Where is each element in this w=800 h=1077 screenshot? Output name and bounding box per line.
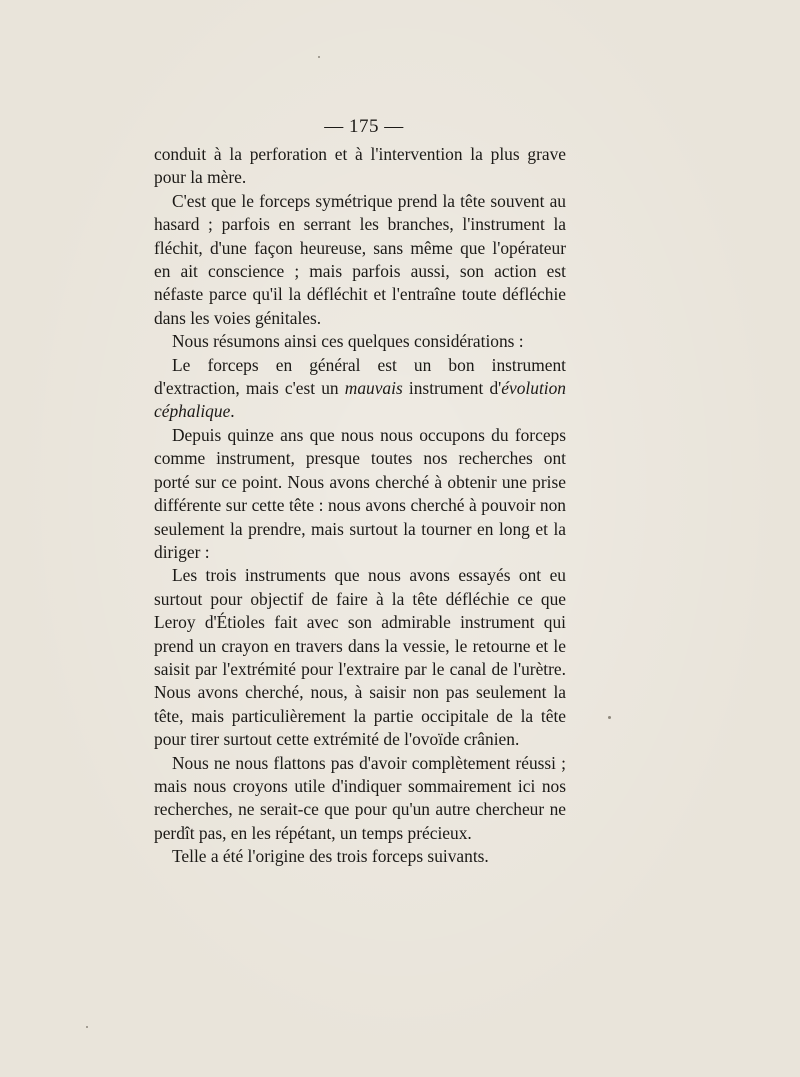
paragraph-2: C'est que le forceps symétrique prend la tête souvent au hasard ; parfois en serrant les branches, l'instrument la fléchit, d'une façon heureuse, sans même que l'opérateur en ait conscience ; mais parfois aussi, son action est néfaste parce qu'il la défléchit et l'entraîne toute défléchie dans les voies génitales. — [154, 190, 566, 328]
paragraph-8: Telle a été l'origine des trois forceps suivants. — [172, 846, 489, 867]
paragraph-1: conduit à la perforation et à l'intervention la plus grave pour la mère. — [154, 144, 566, 188]
paragraph-4-text-c: . — [230, 401, 235, 422]
paper-speck — [318, 56, 320, 58]
paper-speck — [608, 716, 611, 719]
paragraph-7: Nous ne nous flattons pas d'avoir complètement réussi ; mais nous croyons utile d'indiquer sommairement ici nos recherches, ne serait-ce que pour qu'un autre chercheur ne perdît pas, en les répétant, un temps précieux. — [154, 752, 566, 843]
paragraph-4-italic-b: évolution céphalique — [154, 378, 566, 422]
paragraph-4 — [154, 354, 566, 424]
page-number: — 175 — — [324, 116, 404, 137]
paragraph-4-text-a: Le forceps en général est un bon instrument d'extraction, mais c'est un — [154, 354, 566, 399]
paragraph-6: Les trois instruments que nous avons essayés ont eu surtout pour objectif de faire à la tête défléchie ce que Leroy d'Étioles fait avec son admirable instrument qui prend un crayon en travers dans la vessie, le retourne et le saisit par l'extrémité pour l'extraire par le canal de l'urètre. Nous avons cherché, nous, à saisir non pas seulement la tête, mais particulièrement la partie occipitale de la tête pour tirer surtout cette extrémité de l'ovoïde crânien. — [154, 565, 566, 750]
paragraph-4-italic-a: mauvais — [344, 378, 403, 399]
paper-speck — [86, 1026, 88, 1028]
body-text — [154, 143, 566, 869]
paragraph-4-text-b: instrument d' — [402, 378, 502, 399]
paragraph-5: Depuis quinze ans que nous nous occupons du forceps comme instrument, presque toutes nos recherches ont porté sur ce point. Nous avons cherché à obtenir une prise différente sur cette tête : nous avons cherché à pouvoir non seulement la prendre, mais surtout la tourner en long et la diriger : — [154, 424, 566, 562]
paragraph-3: Nous résumons ainsi ces quelques considérations : — [172, 331, 524, 352]
